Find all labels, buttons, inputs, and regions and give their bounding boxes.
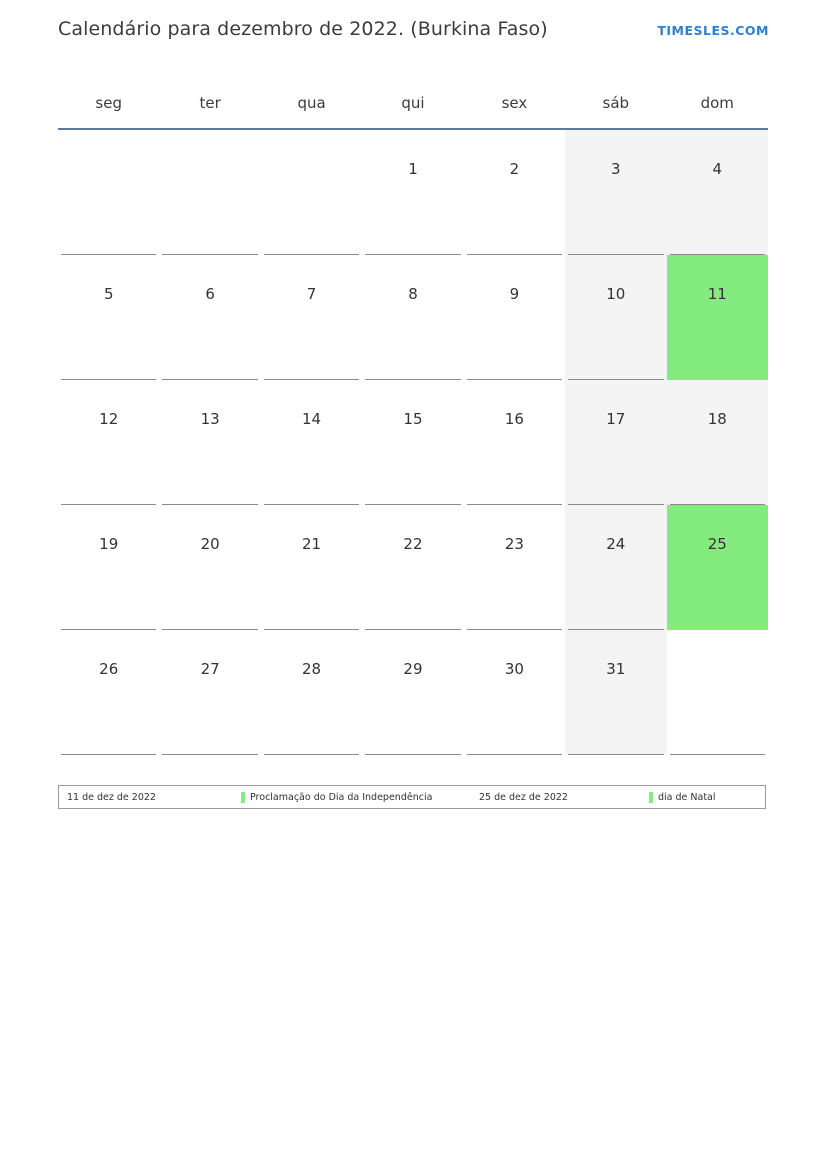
calendar-day-cell[interactable] [159,630,260,755]
legend-date-2: 25 de dez de 2022 [479,791,568,803]
weekday-header-sex: sex [501,94,528,112]
calendar-day-cell-weekend[interactable] [565,129,666,255]
cell-underline [162,754,257,755]
cell-underline [467,754,562,755]
day-number: 6 [205,285,215,303]
calendar-day-cell[interactable] [362,630,463,755]
calendar-day-cell-weekend[interactable] [667,380,768,505]
day-number [667,630,768,662]
calendar-day-cell-weekend[interactable] [565,255,666,380]
day-number: 10 [606,285,626,303]
calendar-day-cell[interactable] [58,129,159,255]
cell-underline [264,379,359,380]
page-header [0,18,827,48]
calendar-day-cell[interactable] [261,505,362,630]
day-number: 1 [408,160,418,178]
calendar-day-cell-weekend[interactable] [565,380,666,505]
calendar-day-cell[interactable] [362,129,463,255]
cell-underline [162,379,257,380]
day-number: 15 [403,410,423,428]
day-number: 17 [606,410,626,428]
cell-underline [467,379,562,380]
cell-underline [61,754,156,755]
cell-underline [467,629,562,630]
cell-underline [670,254,765,255]
cell-underline [670,504,765,505]
day-number: 25 [707,535,727,553]
cell-underline [264,254,359,255]
calendar-day-cell-holiday[interactable] [667,505,768,630]
calendar-day-cell-weekend[interactable] [565,630,666,755]
day-number: 21 [302,535,322,553]
cell-underline [162,504,257,505]
calendar-day-cell[interactable] [58,255,159,380]
day-number: 30 [504,660,524,678]
cell-underline [568,754,663,755]
cell-underline [61,504,156,505]
site-brand[interactable]: TIMESLES.COM [657,23,769,38]
day-number: 26 [99,660,119,678]
weekday-header-qua: qua [297,94,326,112]
calendar-day-cell[interactable] [362,255,463,380]
day-number: 9 [509,285,520,303]
holiday-color-swatch-icon [649,792,653,803]
cell-underline [264,754,359,755]
day-number [159,130,260,162]
day-number: 16 [504,410,524,428]
legend-entry-1: Proclamação do Dia da Independência [241,792,479,803]
cell-underline [61,379,156,380]
day-number: 3 [611,160,621,178]
cell-underline [162,629,257,630]
calendar-day-cell[interactable] [159,129,260,255]
weekday-header-dom: dom [700,94,734,112]
cell-underline [568,504,663,505]
calendar-day-cell[interactable] [261,630,362,755]
calendar-day-cell-weekend[interactable] [667,129,768,255]
calendar-day-cell[interactable] [464,505,565,630]
legend-date-1: 11 de dez de 2022 [67,791,156,803]
cell-underline [365,629,460,630]
calendar-grid [58,78,768,755]
calendar-week-row [58,129,768,255]
weekday-header-sab: sáb [602,94,630,112]
calendar-day-cell-holiday[interactable] [667,255,768,380]
day-number: 24 [606,535,626,553]
calendar-day-cell[interactable] [464,129,565,255]
calendar-day-cell[interactable] [58,505,159,630]
calendar-day-cell[interactable] [159,380,260,505]
day-number [58,130,159,162]
holiday-legend [58,785,766,809]
calendar-day-cell[interactable] [667,630,768,755]
calendar-day-cell[interactable] [362,505,463,630]
cell-underline [670,754,765,755]
cell-underline [568,254,663,255]
calendar-day-cell[interactable] [58,630,159,755]
calendar-day-cell[interactable] [464,380,565,505]
calendar-day-cell[interactable] [159,255,260,380]
page-title: Calendário para dezembro de 2022. (Burkina Faso) [58,18,548,40]
day-number: 11 [707,285,727,303]
weekday-header-row [58,78,768,128]
day-number: 7 [306,285,317,303]
cell-underline [568,379,663,380]
day-number: 8 [408,285,418,303]
day-number: 27 [200,660,220,678]
calendar-day-cell-weekend[interactable] [565,505,666,630]
cell-underline [568,629,663,630]
day-number: 18 [707,410,727,428]
day-number: 22 [403,535,423,553]
calendar-day-cell[interactable] [261,255,362,380]
day-number: 29 [403,660,423,678]
day-number [261,130,362,162]
calendar-day-cell[interactable] [362,380,463,505]
day-number: 13 [200,410,220,428]
calendar-day-cell[interactable] [159,505,260,630]
day-number: 12 [99,410,119,428]
calendar-day-cell[interactable] [58,380,159,505]
cell-underline [162,254,257,255]
cell-underline [467,504,562,505]
weekday-header-ter: ter [199,94,221,112]
weekday-header-seg: seg [95,94,122,112]
day-number: 19 [99,535,119,553]
calendar-day-cell[interactable] [464,630,565,755]
cell-underline [61,629,156,630]
day-number: 14 [302,410,322,428]
day-number: 2 [509,160,520,178]
calendar-week-row [58,630,768,755]
cell-underline [467,254,562,255]
day-number: 20 [200,535,220,553]
calendar-week-row [58,505,768,630]
day-number: 4 [712,160,723,178]
cell-underline [264,629,359,630]
cell-underline [365,379,460,380]
cell-underline [365,504,460,505]
cell-underline [264,504,359,505]
cell-underline [61,254,156,255]
calendar-table [58,78,768,755]
day-number: 5 [103,285,114,303]
calendar-day-cell[interactable] [464,255,565,380]
day-number: 31 [606,660,626,678]
calendar-week-row [58,255,768,380]
cell-underline [365,254,460,255]
cell-underline [365,754,460,755]
day-number: 28 [302,660,322,678]
weekday-header-qui: qui [401,94,425,112]
calendar-day-cell[interactable] [261,129,362,255]
calendar-week-row [58,380,768,505]
calendar-day-cell[interactable] [261,380,362,505]
holiday-color-swatch-icon [241,792,245,803]
day-number: 23 [504,535,524,553]
legend-entry-2: dia de Natal [649,792,757,803]
